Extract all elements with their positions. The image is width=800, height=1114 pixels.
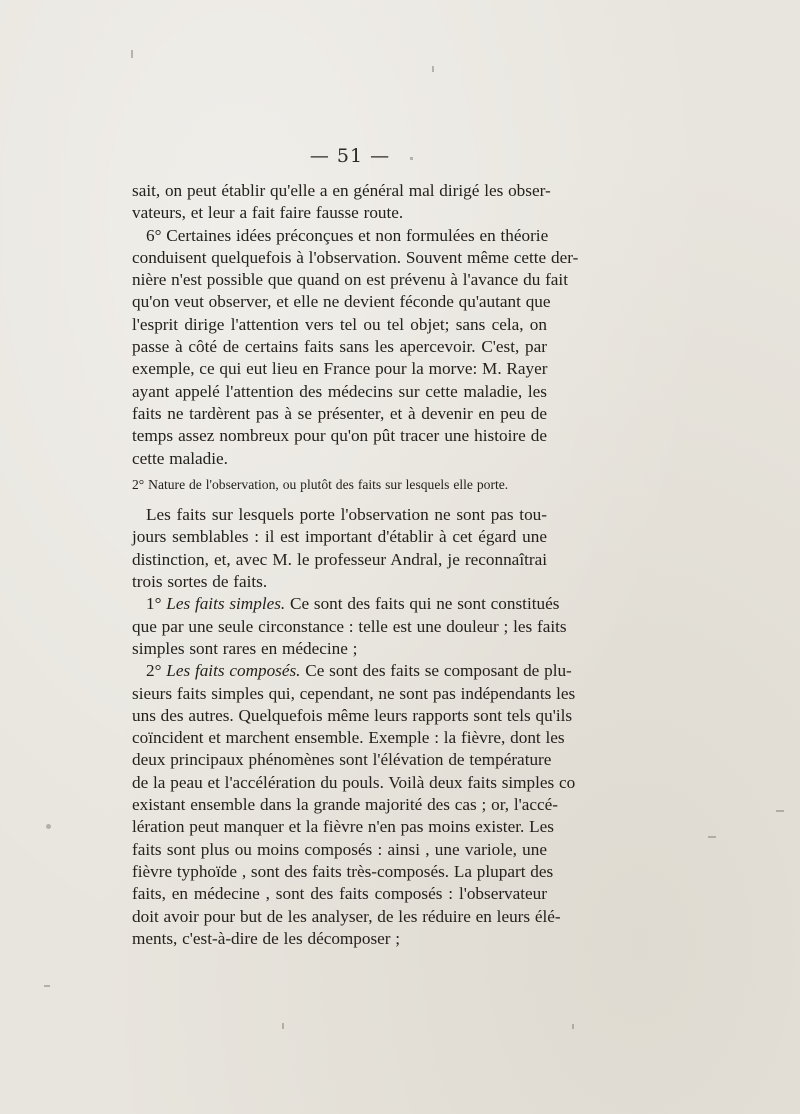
text-line: cette maladie. — [132, 448, 228, 468]
paper-speck — [131, 50, 133, 58]
text-line: trois sortes de faits. — [132, 572, 268, 592]
item-title: Les faits composés. — [166, 661, 301, 681]
item-number: 1° — [146, 594, 162, 614]
paper-speck — [432, 66, 434, 72]
text-line: 6° Certaines idées préconçues et non formulées en théorie — [146, 225, 549, 245]
paper-speck — [776, 810, 784, 812]
paper-speck — [46, 824, 51, 829]
text-line: ments, c'est-à-dire de les décomposer ; — [132, 928, 401, 948]
text-line: ayant appelé l'attention des médecins sur cette maladie, les — [132, 381, 547, 401]
item-title: Les faits simples. — [166, 594, 286, 614]
text-line: existant ensemble dans la grande majorité des cas ; or, l'accé- — [132, 795, 558, 815]
text-line: distinction, et, avec M. le professeur Andral, je reconnaîtrai — [132, 549, 547, 569]
paper-speck — [708, 836, 716, 838]
text-line: passe à côté de certains faits sans les apercevoir. C'est, par — [132, 337, 547, 357]
text-line: temps assez nombreux pour qu'on pût tracer une histoire de — [132, 426, 547, 446]
text-line: faits sont plus ou moins composés : ainsi , une variole, une — [132, 839, 547, 859]
item-text: Ce sont des faits se composant de plu- — [300, 661, 572, 681]
text-line: faits, en médecine , sont des faits composés : l'observateur — [132, 884, 547, 904]
text-line: sieurs faits simples qui, cependant, ne sont pas indépendants les — [132, 683, 576, 703]
text-line: simples sont rares en médecine ; — [132, 638, 358, 658]
paper-speck — [572, 1024, 574, 1029]
text-line: qu'on veut observer, et elle ne devient féconde qu'autant que — [132, 292, 551, 312]
text-line: nière n'est possible que quand on est prévenu à l'avance du fait — [132, 270, 568, 290]
section-heading: 2° Nature de l'observation, ou plutôt des faits sur lesquels elle porte. — [132, 476, 509, 492]
numbered-item-line — [132, 593, 560, 615]
item-number: 2° — [146, 661, 162, 681]
text-line: deux principaux phénomènes sont l'élévation de température — [132, 750, 552, 770]
text-line: faits ne tardèrent pas à se présenter, et à devenir en peu de — [132, 403, 547, 423]
item-text: Ce sont des faits qui ne sont constitués — [285, 594, 560, 614]
paper-speck — [44, 985, 50, 987]
numbered-item-line — [132, 660, 572, 682]
text-line: uns des autres. Quelquefois même leurs rapports sont tels qu'ils — [132, 705, 573, 725]
text-line: exemple, ce qui eut lieu en France pour la morve: M. Rayer — [132, 359, 548, 379]
text-line: Les faits sur lesquels porte l'observation ne sont pas tou- — [146, 505, 547, 525]
paper-speck — [282, 1023, 284, 1029]
text-line: jours semblables : il est important d'établir à cet égard une — [132, 527, 547, 547]
text-line: l'esprit dirige l'attention vers tel ou tel objet; sans cela, on — [132, 314, 547, 334]
body-text — [132, 180, 579, 950]
text-line: coïncident et marchent ensemble. Exemple : la fièvre, dont les — [132, 728, 565, 748]
text-line: conduisent quelquefois à l'observation. Souvent même cette der- — [132, 247, 579, 267]
page-number: — 51 — — [309, 145, 391, 167]
text-line: doit avoir pour but de les analyser, de les réduire en leurs élé- — [132, 906, 561, 926]
text-line: de la peau et l'accélération du pouls. Voilà deux faits simples co — [132, 772, 576, 792]
text-line: vateurs, et leur a fait faire fausse route. — [132, 203, 404, 223]
text-line: fièvre typhoïde , sont des faits très-composés. La plupart des — [132, 861, 554, 881]
text-line: sait, on peut établir qu'elle a en général mal dirigé les obser- — [132, 181, 551, 200]
text-line: lération peut manquer et la fièvre n'en pas moins exister. Les — [132, 817, 554, 837]
text-line: que par une seule circonstance : telle est une douleur ; les faits — [132, 616, 567, 636]
